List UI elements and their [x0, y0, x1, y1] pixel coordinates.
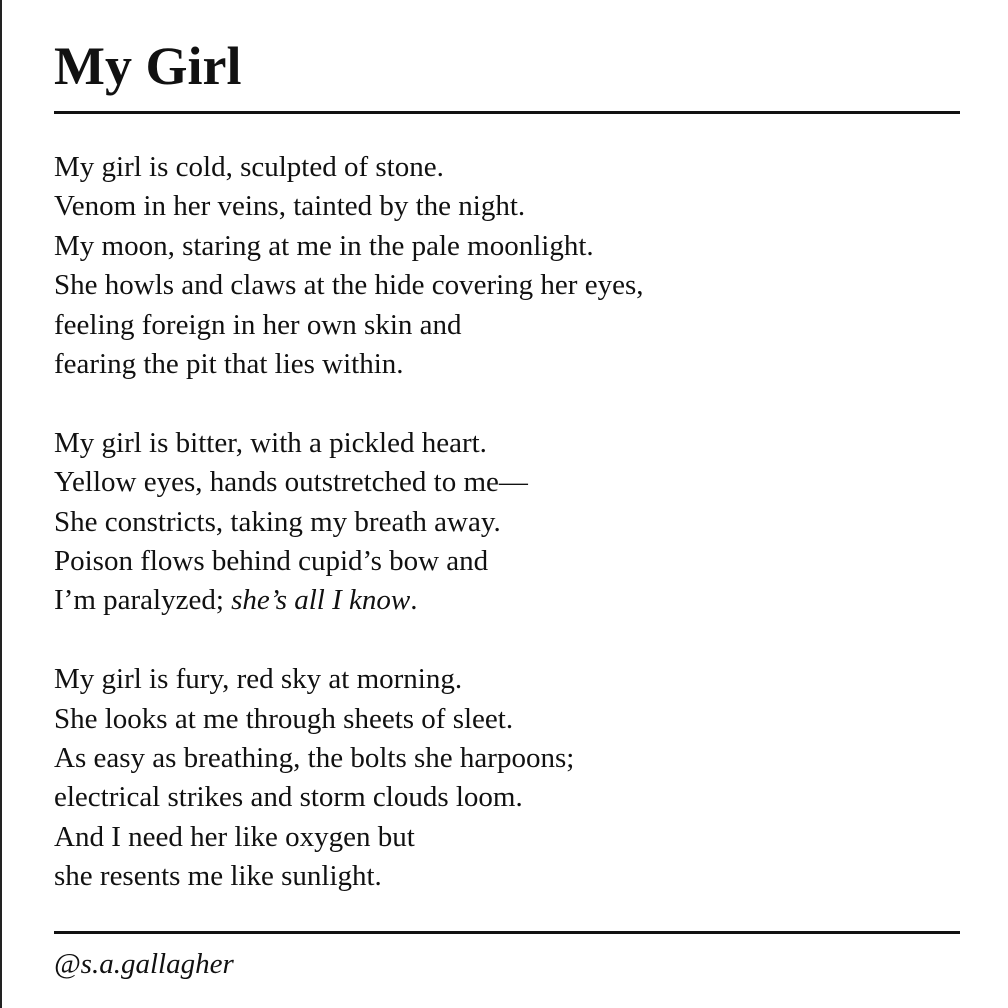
poem-body [54, 148, 960, 936]
poem-line: As easy as breathing, the bolts she harpoons; [54, 742, 575, 775]
poem-line: She constricts, taking my breath away. [54, 505, 501, 538]
line-suffix: . [410, 584, 418, 617]
poem-line: electrical strikes and storm clouds loom. [54, 781, 523, 814]
line-prefix: I’m paralyzed; [54, 584, 232, 617]
stanza-3 [54, 660, 960, 896]
poem-line-mixed [54, 581, 960, 620]
poem-line: And I need her like oxygen but [54, 820, 415, 853]
poem-line: My girl is cold, sculpted of stone. [54, 151, 444, 183]
poem-line: Venom in her veins, tainted by the night. [54, 190, 526, 223]
bottom-divider [54, 931, 960, 934]
poem-line: My girl is bitter, with a pickled heart. [54, 426, 487, 459]
poem-title: My Girl [54, 36, 242, 96]
poem-line: Poison flows behind cupid’s bow and [54, 545, 489, 578]
poem-line: fearing the pit that lies within. [54, 348, 404, 381]
stanza-1 [54, 148, 960, 384]
author-handle: @s.a.gallagher [54, 948, 234, 980]
left-border [0, 0, 2, 1008]
poem-line: She howls and claws at the hide covering her eyes, [54, 269, 644, 302]
poem-line: My moon, staring at me in the pale moonlight. [54, 229, 594, 262]
poem-card [54, 0, 960, 1008]
poem-line: she resents me like sunlight. [54, 860, 382, 893]
poem-line: feeling foreign in her own skin and [54, 308, 462, 341]
poem-line: My girl is fury, red sky at morning. [54, 663, 463, 696]
italic-phrase: she’s all I know [231, 584, 411, 617]
poem-line: She looks at me through sheets of sleet. [54, 702, 514, 735]
poem-line: Yellow eyes, hands outstretched to me— [54, 466, 528, 499]
top-divider [54, 111, 960, 114]
stanza-2 [54, 424, 960, 621]
